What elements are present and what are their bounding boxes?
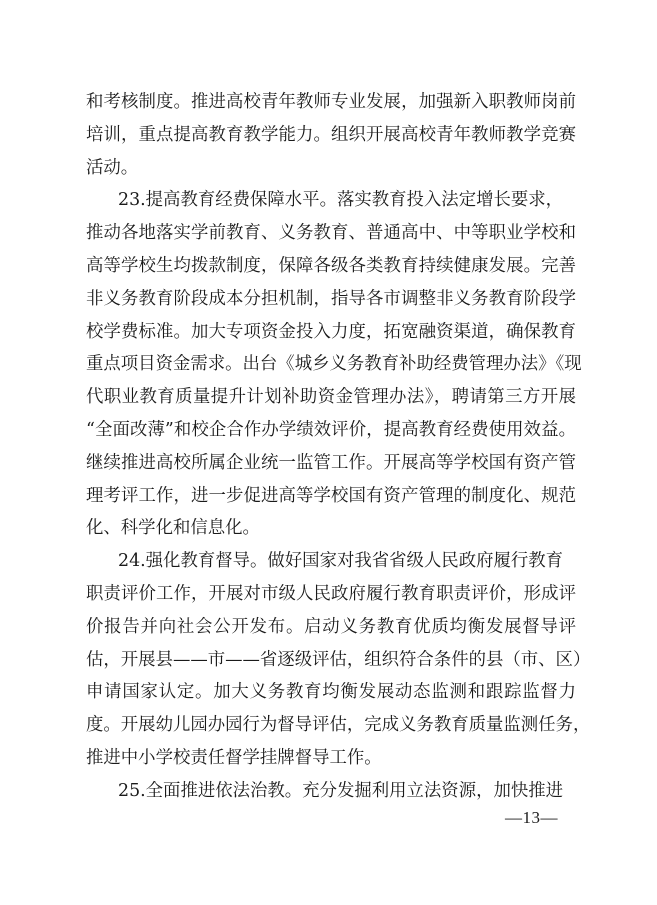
- text-line: 价报告并向社会公开发布。启动义务教育优质均衡发展督导评: [86, 616, 576, 637]
- text-line: 继续推进高校所属企业统一监管工作。开展高等学校国有资产管: [86, 452, 576, 473]
- paragraph-24-education-supervision: [86, 545, 591, 775]
- text-line: 推动各地落实学前教育、义务教育、普通高中、中等职业学校和: [86, 223, 576, 244]
- paragraph-25-rule-of-law: [86, 775, 576, 808]
- text-line: 非义务教育阶段成本分担机制，指导各市调整非义务教育阶段学: [86, 288, 576, 309]
- section-heading-line: 24.强化教育督导。做好国家对我省省级人民政府履行教育: [118, 551, 564, 572]
- text-line: 校学费标准。加大专项资金投入力度，拓宽融资渠道，确保教育: [86, 321, 576, 342]
- text-line: 培训，重点提高教育教学能力。组织开展高校青年教师教学竞赛: [86, 124, 576, 145]
- text-line: 度。开展幼儿园办园行为督导评估，完成义务教育质量监测任务，: [86, 715, 591, 736]
- section-heading-line: 23.提高教育经费保障水平。落实教育投入法定增长要求，: [118, 190, 564, 211]
- text-line: 和考核制度。推进高校青年教师专业发展，加强新入职教师岗前: [86, 92, 576, 112]
- text-line: 活动。: [86, 157, 139, 178]
- text-line: 重点项目资金需求。出台《城乡义务教育补助经费管理办法》《现: [86, 354, 582, 375]
- text-line: 估，开展县——市——省逐级评估，组织符合条件的县（市、区）: [86, 649, 591, 670]
- paragraph-23-education-funding: [86, 184, 582, 545]
- text-line: “全面改薄”和校企合作办学绩效评价，提高教育经费使用效益。: [86, 419, 576, 440]
- paragraph-teacher-development: [86, 86, 576, 184]
- text-line: 高等学校生均拨款制度，保障各级各类教育持续健康发展。完善: [86, 255, 576, 276]
- page-number: —13—: [505, 808, 558, 827]
- text-line: 职责评价工作，开展对市级人民政府履行教育职责评价，形成评: [86, 583, 576, 604]
- section-heading-line: 25.全面推进依法治教。充分发掘利用立法资源，加快推进: [118, 780, 564, 801]
- text-line: 理考评工作，进一步促进高等学校国有资产管理的制度化、规范: [86, 485, 576, 506]
- text-line: 推进中小学校责任督学挂牌督导工作。: [86, 747, 382, 768]
- document-body: [86, 86, 591, 808]
- text-line: 代职业教育质量提升计划补助资金管理办法》，聘请第三方开展: [86, 387, 576, 408]
- text-line: 化、科学化和信息化。: [86, 518, 260, 539]
- text-line: 申请国家认定。加大义务教育均衡发展动态监测和跟踪监督力: [86, 682, 576, 703]
